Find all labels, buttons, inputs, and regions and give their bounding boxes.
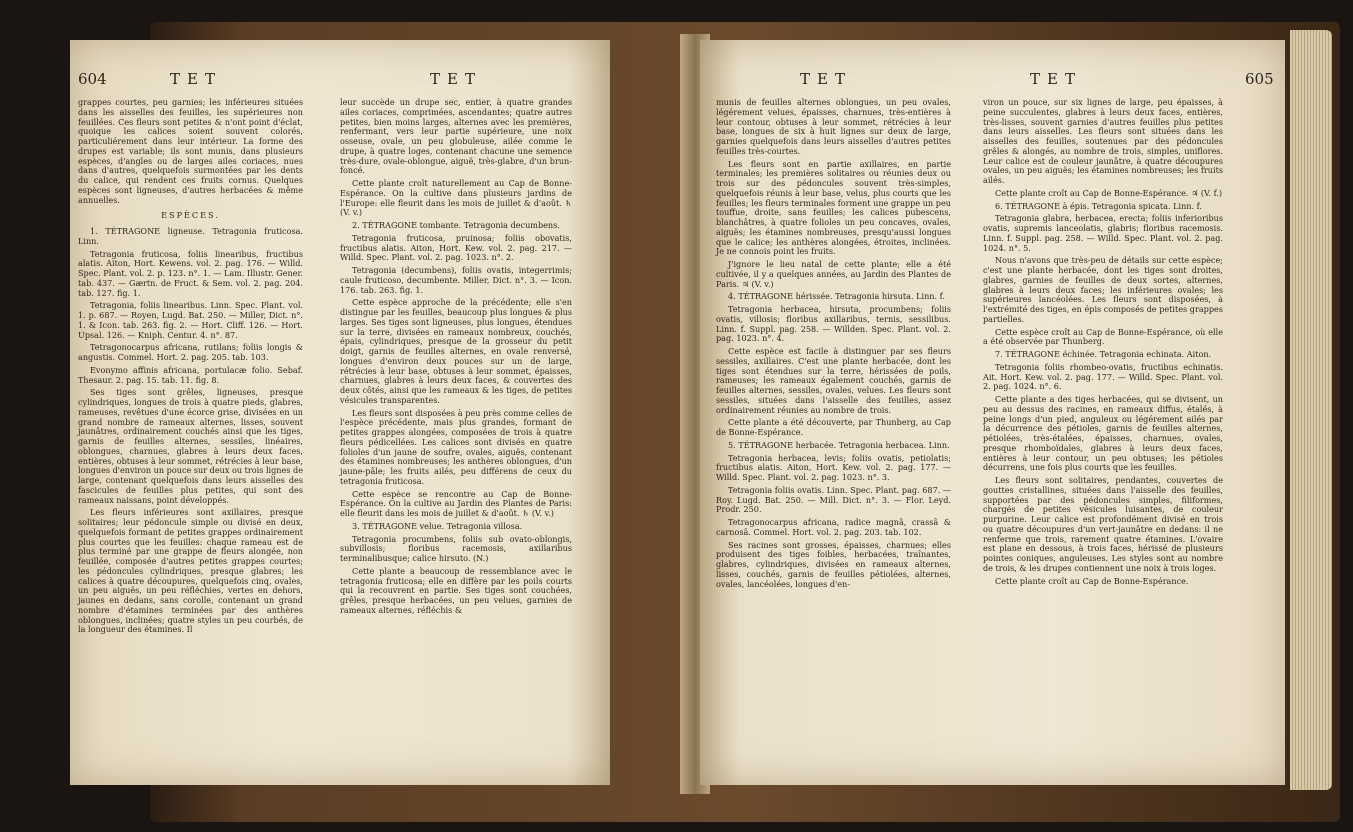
paragraph: Nous n'avons que très-peu de détails sur cette espèce; c'est une plante herbacée, dont les tiges sont droites, glabres, garnies de feuilles de deux sortes, alternes, glabres à leurs deux faces; les inférieures ovales; les supérieures lancéolées. Les fleurs sont disposées, à l'extrémité des tiges, en épis composés de petites grappes partielles. bbox=[983, 255, 1223, 324]
citation: Evonymo affinis africana, portulacæ folio. Sebaf. Thesaur. 2. pag. 15. tab. 11. fig. 8. bbox=[78, 364, 303, 385]
paragraph: viron un pouce, sur six lignes de large, peu épaisses, à peine succulentes, glabres à leurs deux faces, entières, très-lisses, souvent garnies d'autres feuilles plus petites dans leurs aisselles. Les fleurs sont situées dans les aisselles des feuilles, soutenues par des pédoncules grêles & alongés, au nombre de trois, simples, uniflores. Leur calice est de couleur jaunâtre, à quatre découpures ovales, un peu aiguës; les étamines nombreuses; les fruits ailés. bbox=[983, 97, 1223, 185]
paragraph: Les fleurs sont disposées à peu près comme celles de l'espèce précédente, mais plus grandes, formant de petites grappes alongées, composées de trois à quatre fleurs pédicellées. Les calices sont divisés en quatre folioles d'un jaune de soufre, ovales, aiguës, contenant des étamines nombreuses; les anthères oblongues, d'un jaune-pâle; les fruits ailés, peu différens de ceux du tetragonia fruticosa. bbox=[340, 407, 572, 486]
species-heading: 2. TÉTRAGONE tombante. Tetragonia decumbens. bbox=[352, 220, 560, 230]
citation: Tetragonia glabra, herbacea, erecta; foliis inferioribus ovatis, supremis lanceolatis, glabris; floribus racemosis. Linn. f. Suppl. pag. 258. — Willd. Spec. Plant. vol. 2. pag. 1024. n°. 5. bbox=[983, 213, 1223, 253]
paragraph: Ses tiges sont grêles, ligneuses, presque cylindriques, longues de trois à quatre pieds, glabres, rameuses, revêtues d'une écorce grise, divisées en un grand nombre de rameaux alternes, lisses, souvent jaunâtres, ordinairement couchés ainsi que les tiges, garnis de feuilles alternes, sessiles, linéaires, oblongues, charnues, glabres à leurs deux faces, entières, obtuses à leur sommet, rétrécies à leur base, longues d'environ un pouce sur deux ou trois lignes de large, contenant quelquefois dans leurs aisselles des fascicules de feuilles plus petites, qui sont des rameaux naissans, point développés. bbox=[78, 387, 303, 505]
paragraph: Cette espèce approche de la précédente; elle s'en distingue par les feuilles, beaucoup plus longues & plus larges. Ses tiges sont ligneuses, plus longues, étendues sur la terre, divisées en rameaux nombreux, couchés, épais, cylindriques, presque de la grosseur du petit doigt, garnis de feuilles alternes, en ovale renversé, longues d'environ deux pouces sur un de large, rétrécies à leur base, obtuses à leur sommet, épaisses, charnues, glabres à leurs deux faces, & couvertes des deux côtés, ainsi que les rameaux & les tiges, de petites vésicules transparentes. bbox=[340, 297, 572, 405]
left-page-header bbox=[70, 70, 610, 90]
paragraph: munis de feuilles alternes oblongues, un peu ovales, légérement velues, épaisses, charnues, très-entières à leur contour, obtuses à leur sommet, rétrécies à leur base, longues de six à huit lignes sur deux de large, garnies quelquefois dans leurs aisselles d'autres petites feuilles très-courtes. bbox=[716, 97, 951, 156]
page-number: 604 bbox=[78, 70, 107, 88]
citation: Tetragonia, foliis linearibus. Linn. Spec. Plant. vol. 1. p. 687. — Royen, Lugd. Bat. 250. — Miller, Dict. n°. 1. & Icon. tab. 263. fig. 2. — Hort. Cliff. 126. — Hort. Upsal. 126. — Kniph. Centur. 4. n°. 87. bbox=[78, 300, 303, 340]
paragraph: Cette espèce est facile à distinguer par ses fleurs sessiles, axillaires. C'est une plante herbacée, dont les tiges sont étendues sur la terre, hérissées de poils, rameuses; les rameaux également couchés, garnis de feuilles alternes, sessiles, ovales, velues. Les fleurs sont sessiles, situées dans l'aisselle des feuilles, assez ordinairement réunies au nombre de trois. bbox=[716, 346, 951, 415]
page-edges bbox=[1290, 30, 1332, 790]
citation: Tetragonia foliis ovatis. Linn. Spec. Plant. pag. 687. — Roy. Lugd. Bat. 250. — Mill. Dict. n°. 3. — Flor. Leyd. Prodr. 250. bbox=[716, 484, 951, 515]
citation: Tetragonia herbacea, levis; foliis ovatis, petiolatis; fructibus alatis. Aiton, Hort. Kew. vol. 2. pag. 177. — Willd. Spec. Plant. vol. 2. pag. 1023. n°. 3. bbox=[716, 452, 951, 482]
running-head: TET bbox=[800, 70, 852, 88]
right-page bbox=[700, 40, 1285, 785]
species-heading: 6. TÉTRAGONE à épis. Tetragonia spicata. Linn. f. bbox=[995, 200, 1202, 211]
paragraph: J'ignore le lieu natal de cette plante; elle a été cultivée, il y a quelques années, au Jardin des Plantes de Paris. ♃ (V. v.) bbox=[716, 259, 951, 289]
species-heading: 5. TÉTRAGONE herbacée. Tetragonia herbacea. Linn. bbox=[728, 439, 950, 450]
species-heading: 7. TÉTRAGONE échinée. Tetragonia echinata. Aiton. bbox=[995, 349, 1212, 359]
page-number: 605 bbox=[1245, 70, 1274, 88]
paragraph: Cette plante croît naturellement au Cap de Bonne-Espérance. On la cultive dans plusieurs jardins de l'Europe: elle fleurit dans les mois de juillet & d'août. ♄ (V. v.) bbox=[340, 178, 572, 218]
paragraph: Cette plante a beaucoup de ressemblance avec le tetragonia fruticosa; elle en diffère par les poils courts qui la recouvrent en partie. Ses tiges sont couchées, grêles, presque herbacées, un peu velues, garnies de rameaux alternes, réfléchis & bbox=[340, 565, 572, 615]
paragraph: Cette espèce se rencontre au Cap de Bonne-Espérance. On la cultive au Jardin des Plantes de Paris: elle fleurit dans les mois de juillet & d'août. ♄ (V. v.) bbox=[340, 488, 572, 518]
citation: Tetragonia herbacea, hirsuta, procumbens; foliis ovatis, villosis; floribus axillaribus, ternis, sessilibus. Linn. f. Suppl. pag. 258. — Willden. Spec. Plant. vol. 2. pag. 1023. n°. 4. bbox=[716, 304, 951, 344]
citation: Tetragonia (decumbens), foliis ovatis, integerrimis; caule fruticoso, decumbente. Miller, Dict. n°. 3. — Icon. 176. tab. 263. fig. 1. bbox=[340, 265, 572, 295]
citation: Tetragonia fruticosa, pruinosa; foliis obovatis, fructibus alatis. Aiton, Hort. Kew. vol. 2. pag. 217. — Willd. Spec. Plant. vol. 2. pag. 1023. n°. 2. bbox=[340, 232, 572, 263]
citation: Tetragonia foliis rhombeo-ovatis, fructibus echinatis. Ait. Hort. Kew. vol. 2. pag. 177. — Willd. Spec. Plant. vol. 2. pag. 1024. n°. 6. bbox=[983, 361, 1223, 392]
paragraph: Les fleurs sont solitaires, pendantes, couvertes de gouttes cristallines, situées dans l'aisselle des feuilles, supportées par des pédoncules simples, filiformes, chargés de petites vésicules luisantes, de couleur purpurine. Leur calice est profondément divisé en trois ou quatre découpures d'un vert-jaunâtre en dedans: il ne renferme que trois, rarement quatre étamines. L'ovaire est plane en dessous, à trois faces, hérissé de plusieurs pointes coniques, anguleuses. Les styles sont au nombre de trois, & les drupes contiennent une noix à trois loges. bbox=[983, 475, 1223, 573]
paragraph: Cette plante a été découverte, par Thunberg, au Cap de Bonne-Espérance. bbox=[716, 417, 951, 437]
left-page bbox=[70, 40, 610, 785]
paragraph: Cette plante a des tiges herbacées, qui se divisent, un peu au dessus des racines, en rameaux diffus, étalés, à peine longs d'un pied, anguleux ou légérement ailés par la décurrence des pétioles, garnis de feuilles alternes, pétiolées, très-étalées, épaisses, charnues, ovales, presque rhomboïdales, glabres à leurs deux faces, entières à leur contour, un peu obtuses; les pétioles décurrens, une fois plus courts que les feuilles. bbox=[983, 394, 1223, 473]
running-head: TET bbox=[170, 70, 222, 88]
right-page-column-1 bbox=[716, 98, 951, 592]
species-heading: 1. TÉTRAGONE ligneuse. Tetragonia fruticosa. Linn. bbox=[78, 226, 303, 246]
citation: Tetragonia fruticosa, foliis linearibus, fructibus alatis. Aiton, Hort. Kewens. vol. 2. pag. 176. — Willd. Spec. Plant. vol. 2. p. 123. n°. 1. — Lam. Illustr. Gener. tab. 437. — Gærtn. de Fruct. & Sem. vol. 2. pag. 204. tab. 127. fig. 1. bbox=[78, 248, 303, 298]
species-heading: 3. TÉTRAGONE velue. Tetragonia villosa. bbox=[352, 520, 523, 531]
running-head: TET bbox=[430, 70, 482, 88]
paragraph: Cette plante croît au Cap de Bonne-Espérance. bbox=[995, 575, 1189, 586]
paragraph: Les fleurs sont en partie axillaires, en partie terminales; les premières solitaires ou réunies deux ou trois sur des pédoncules souvent très-simples, quelquefois réunis à leur base, velus, plus courts que les feuilles; les fleurs terminales forment une grappe un peu touffue, droite, sans feuilles; les calices pubescens, blanchâtres, à quatre folioles un peu concaves, ovales, aiguës; les étamines nombreuses, presqu'aussi longues que le calice; les anthères alongées, étroites, inclinées. Je ne connois point les fruits. bbox=[716, 158, 951, 257]
citation: Tetragonocarpus africana, radice magnâ, crassâ & carnosâ. Commel. Hort. vol. 2. pag. 203. tab. 102. bbox=[716, 517, 951, 537]
paragraph: Cette plante croît au Cap de Bonne-Espérance. ♃ (V. f.) bbox=[995, 187, 1223, 198]
paragraph: leur succède un drupe sec, entier, à quatre grandes ailes coriaces, comprimées, ascendantes; quatre autres petites, bien moins larges, alternes avec les premières, renfermant, vers leur partie supérieure, une noix osseuse, ovale, un peu globuleuse, ailée comme le drupe, à quatre loges, contenant chacune une semence très-dure, ovale-oblongue, aiguë, très-glabre, d'un brun-foncé. bbox=[340, 97, 572, 176]
species-heading: 4. TÉTRAGONE hérissée. Tetragonia hirsuta. Linn. f. bbox=[728, 291, 945, 302]
citation: Tetragonia procumbens, foliis sub ovato-oblongis, subvillosis; floribus racemosis, axillaribus terminalibusque; calice hirsuto. (N.) bbox=[340, 533, 572, 563]
section-heading: ESPÈCES. bbox=[161, 210, 220, 221]
paragraph: grappes courtes, peu garnies; les inférieures situées dans les aisselles des feuilles, les supérieures non feuillées. Ces fleurs sont petites & n'ont point d'éclat, quoique les calices soient souvent colorés, particuliérement dans leur intérieur. La forme des drupes est variable; ils sont munis, dans plusieurs espèces, d'angles ou de larges ailes coriaces, nues dans d'autres, quelquefois surmontées par les dents du calice, qui rendent ces fruits cornus. Quelques espèces sont ligneuses, d'autres herbacées & même annuelles. bbox=[78, 97, 303, 205]
citation: Tetragonocarpus africana, rutilans; foliis longis & angustis. Commel. Hort. 2. pag. 205. tab. 103. bbox=[78, 342, 303, 362]
left-page-column-2 bbox=[340, 98, 572, 619]
left-page-column-1 bbox=[78, 98, 303, 638]
running-head: TET bbox=[1030, 70, 1082, 88]
paragraph: Cette espèce croît au Cap de Bonne-Espérance, où elle a été observée par Thunberg. bbox=[983, 326, 1223, 347]
paragraph: Ses racines sont grosses, épaisses, charnues; elles produisent des tiges foibles, herbacées, traînantes, glabres, cylindriques, divisées en rameaux alternes, lisses, couchés, garnis de feuilles pétiolées, alternes, ovales, lancéolées, longues d'en- bbox=[716, 539, 951, 589]
right-page-header bbox=[700, 70, 1285, 90]
paragraph: Les fleurs inférieures sont axillaires, presque solitaires; leur pédoncule simple ou divisé en deux, quelquefois formant de petites grappes ordinairement plus courtes que les feuilles: chaque rameau est de plus terminé par une grappe de fleurs alongée, non feuillée, composée d'autres petites grappes courtes; les pédoncules cylindriques, presque glabres; les calices à quatre découpures, quelquefois cinq, ovales, un peu aiguës, un peu réfléchies, vertes en dehors, jaunes en dedans, sans corolle, contenant un grand nombre d'étamines terminées par des anthères oblongues, inclinées; quatre styles un peu courbés, de la longueur des étamines. Il bbox=[78, 507, 303, 635]
right-page-column-2 bbox=[983, 98, 1223, 589]
